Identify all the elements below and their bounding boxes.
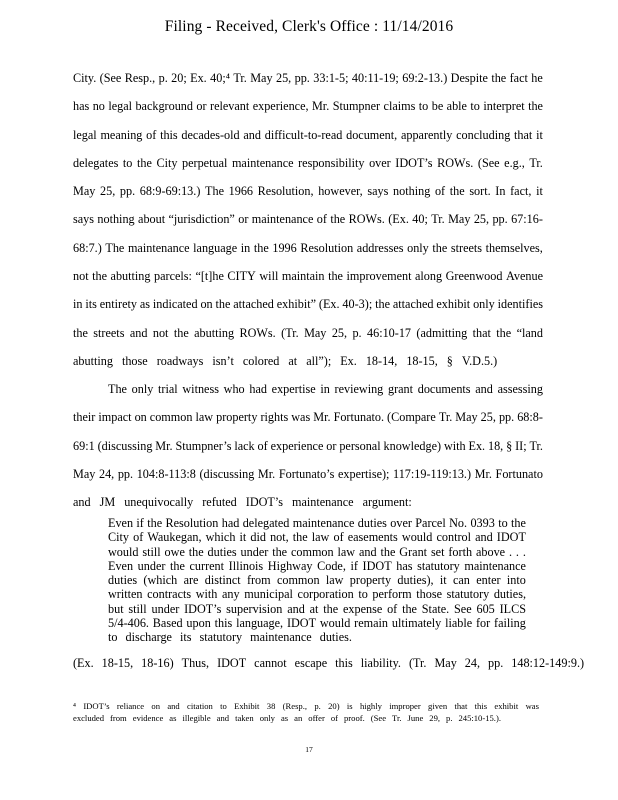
text-line: their impact on common law property rights was Mr. Fortunato. (Compare Tr. May 25, pp. 68:8- — [73, 410, 543, 425]
filing-header: Filing - Received, Clerk's Office : 11/14/2016 — [164, 18, 454, 35]
text-line: 69:1 (discussing Mr. Stumpner’s lack of experience or personal knowledge) with Ex. 18, § II; Tr. — [73, 438, 543, 453]
text-line: abutting those roadways isn’t colored at all”); Ex. 18-14, 18-15, § V.D.5.) — [73, 353, 498, 368]
text-line: would still owe the duties under the common law and the Grant set forth above . . . — [108, 544, 526, 559]
text-line: delegates to the City perpetual maintenance responsibility over IDOT’s ROWs. (See e.g., Tr. — [73, 155, 543, 170]
text-line: to discharge its statutory maintenance duties. — [108, 630, 352, 645]
text-line: May 24, pp. 104:8-113:8 (discussing Mr. Fortunato’s expertise); 117:19-119:13.) Mr. Fortunato — [73, 466, 543, 481]
block-quote — [108, 516, 526, 645]
paragraph-1 — [73, 70, 543, 381]
text-line: legal meaning of this decades-old and difficult-to-read document, apparently concluding that it — [73, 127, 543, 142]
text-line: 68:7.) The maintenance language in the 1996 Resolution addresses only the streets themselves, — [73, 240, 543, 255]
text-line: has no legal background or relevant experience, Mr. Stumpner claims to be able to interpret the — [73, 99, 543, 114]
text-line: not the abutting parcels: “[t]he CITY will maintain the improvement along Greenwood Avenue — [73, 269, 543, 284]
text-line: City of Waukegan, which it did not, the law of easements would control and IDOT — [108, 530, 526, 545]
text-line: 5/4-406. Based upon this language, IDOT would remain ultimately liable for failing — [108, 616, 526, 631]
page-number: 17 — [305, 745, 313, 754]
text-line: duties (which are distinct from common law property duties), it can enter into — [108, 573, 526, 588]
text-line: in its entirety as indicated on the attached exhibit” (Ex. 40-3); the attached exhibit only identifies — [73, 297, 543, 312]
text-line: the streets and not the abutting ROWs. (Tr. May 25, p. 46:10-17 (admitting that the “land — [73, 325, 543, 340]
text-line: written contracts with any municipal corporation to perform those statutory duties, — [108, 587, 526, 602]
text-line: excluded from evidence as illegible and taken only as an offer of proof. (See Tr. June 29, p. 245:10-15.). — [73, 713, 501, 723]
paragraph-2 — [73, 381, 543, 522]
text-line: Even under the current Illinois Highway Code, if IDOT has statutory maintenance — [108, 558, 526, 573]
footnote — [73, 700, 539, 724]
text-line: but still under IDOT’s supervision and at the expense of the State. See 605 ILCS — [108, 601, 526, 616]
text-line: says nothing about “jurisdiction” or maintenance of the ROWs. (Ex. 40; Tr. May 25, pp. 67:16- — [73, 212, 543, 227]
text-line: Even if the Resolution had delegated maintenance duties over Parcel No. 0393 to the — [108, 516, 526, 530]
text-line: City. (See Resp., p. 20; Ex. 40;⁴ Tr. May 25, pp. 33:1-5; 40:11-19; 69:2-13.) Despite the fact he — [73, 71, 543, 85]
text-line: ⁴ IDOT’s reliance on and citation to Exhibit 38 (Resp., p. 20) is highly improper given that this exhibit was — [73, 701, 539, 711]
paragraph-after-quote: (Ex. 18-15, 18-16) Thus, IDOT cannot escape this liability. (Tr. May 24, pp. 148:12-149:9.) — [73, 656, 585, 670]
text-line: and JM unequivocally refuted IDOT’s maintenance argument: — [73, 495, 412, 510]
text-line: The only trial witness who had expertise in reviewing grant documents and assessing — [108, 382, 543, 396]
text-line: May 25, pp. 68:9-69:13.) The 1966 Resolution, however, says nothing of the sort. In fact, it — [73, 184, 543, 199]
